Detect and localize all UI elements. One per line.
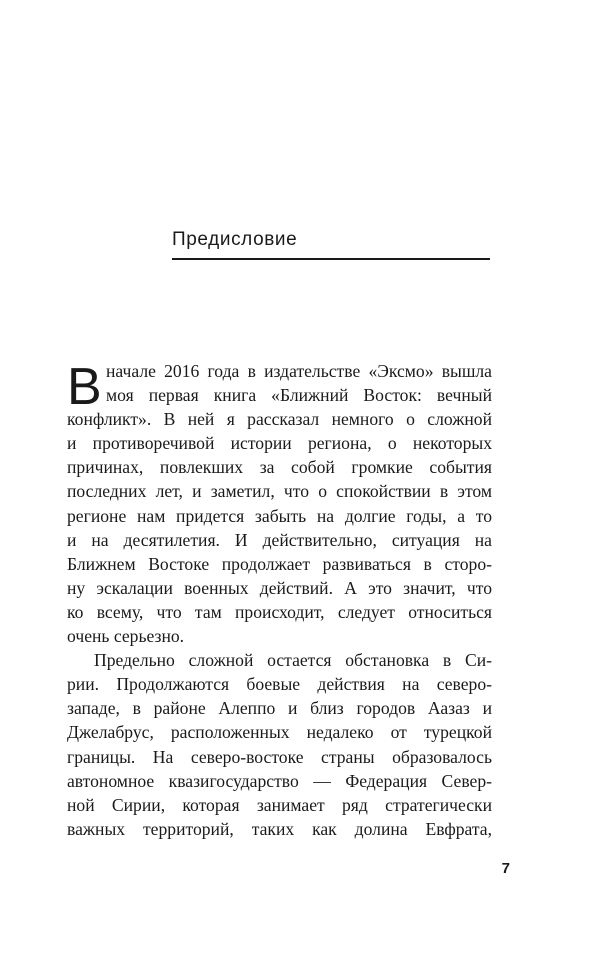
paragraph-1-line: начале 2016 года в издательстве «Эксмо» вышла [106, 361, 492, 381]
paragraph-1-line: последних лет, и заметил, что о спокойствии в этом [67, 481, 492, 502]
paragraph-2-line: важных территорий, таких как долина Евфрата, [67, 818, 492, 839]
chapter-title: Предисловие [172, 229, 298, 250]
paragraph-2-line: границы. На северо-востоке страны образовалось [67, 746, 492, 767]
paragraph-1-line: причинах, повлекших за собой громкие события [67, 457, 492, 478]
paragraph-1-line: моя первая книга «Ближний Восток: вечный [106, 385, 492, 406]
paragraph-2-line: Предельно сложной остается обстановка в Си- [94, 650, 492, 671]
paragraph-1-line: очень серьезно. [67, 626, 185, 647]
paragraph-1-line: ну эскалации военных действий. А это значит, что [67, 577, 492, 598]
body-text [67, 359, 492, 841]
paragraph-1-line: конфликт». В ней я рассказал немного о сложной [67, 409, 492, 430]
paragraph-1-line: регионе нам придется забыть на долгие годы, а то [67, 505, 492, 526]
paragraph-2-line: западе, в районе Алеппо и близ городов Аазаз и [67, 698, 492, 719]
drop-cap: В [67, 358, 102, 416]
chapter-heading [172, 226, 490, 260]
page-number: 7 [501, 860, 510, 877]
paragraph-2-line: ной Сирии, которая занимает ряд стратегически [67, 794, 492, 815]
paragraph-1-line: Ближнем Востоке продолжает развиваться в сторо- [67, 553, 492, 574]
chapter-title-rule [172, 258, 490, 260]
paragraph-2-line: Джелабрус, расположенных недалеко от турецкой [67, 722, 492, 743]
paragraph-2-line: рии. Продолжаются боевые действия на северо- [67, 674, 492, 695]
paragraph-1-line: и на десятилетия. И действительно, ситуация на [67, 529, 492, 550]
paragraph-1-line: ко всему, что там происходит, следует относиться [67, 601, 492, 622]
paragraph-2-line: автономное квазигосударство — Федерация Север- [67, 770, 492, 791]
paragraph-1-line: и противоречивой истории региона, о некоторых [67, 433, 492, 454]
